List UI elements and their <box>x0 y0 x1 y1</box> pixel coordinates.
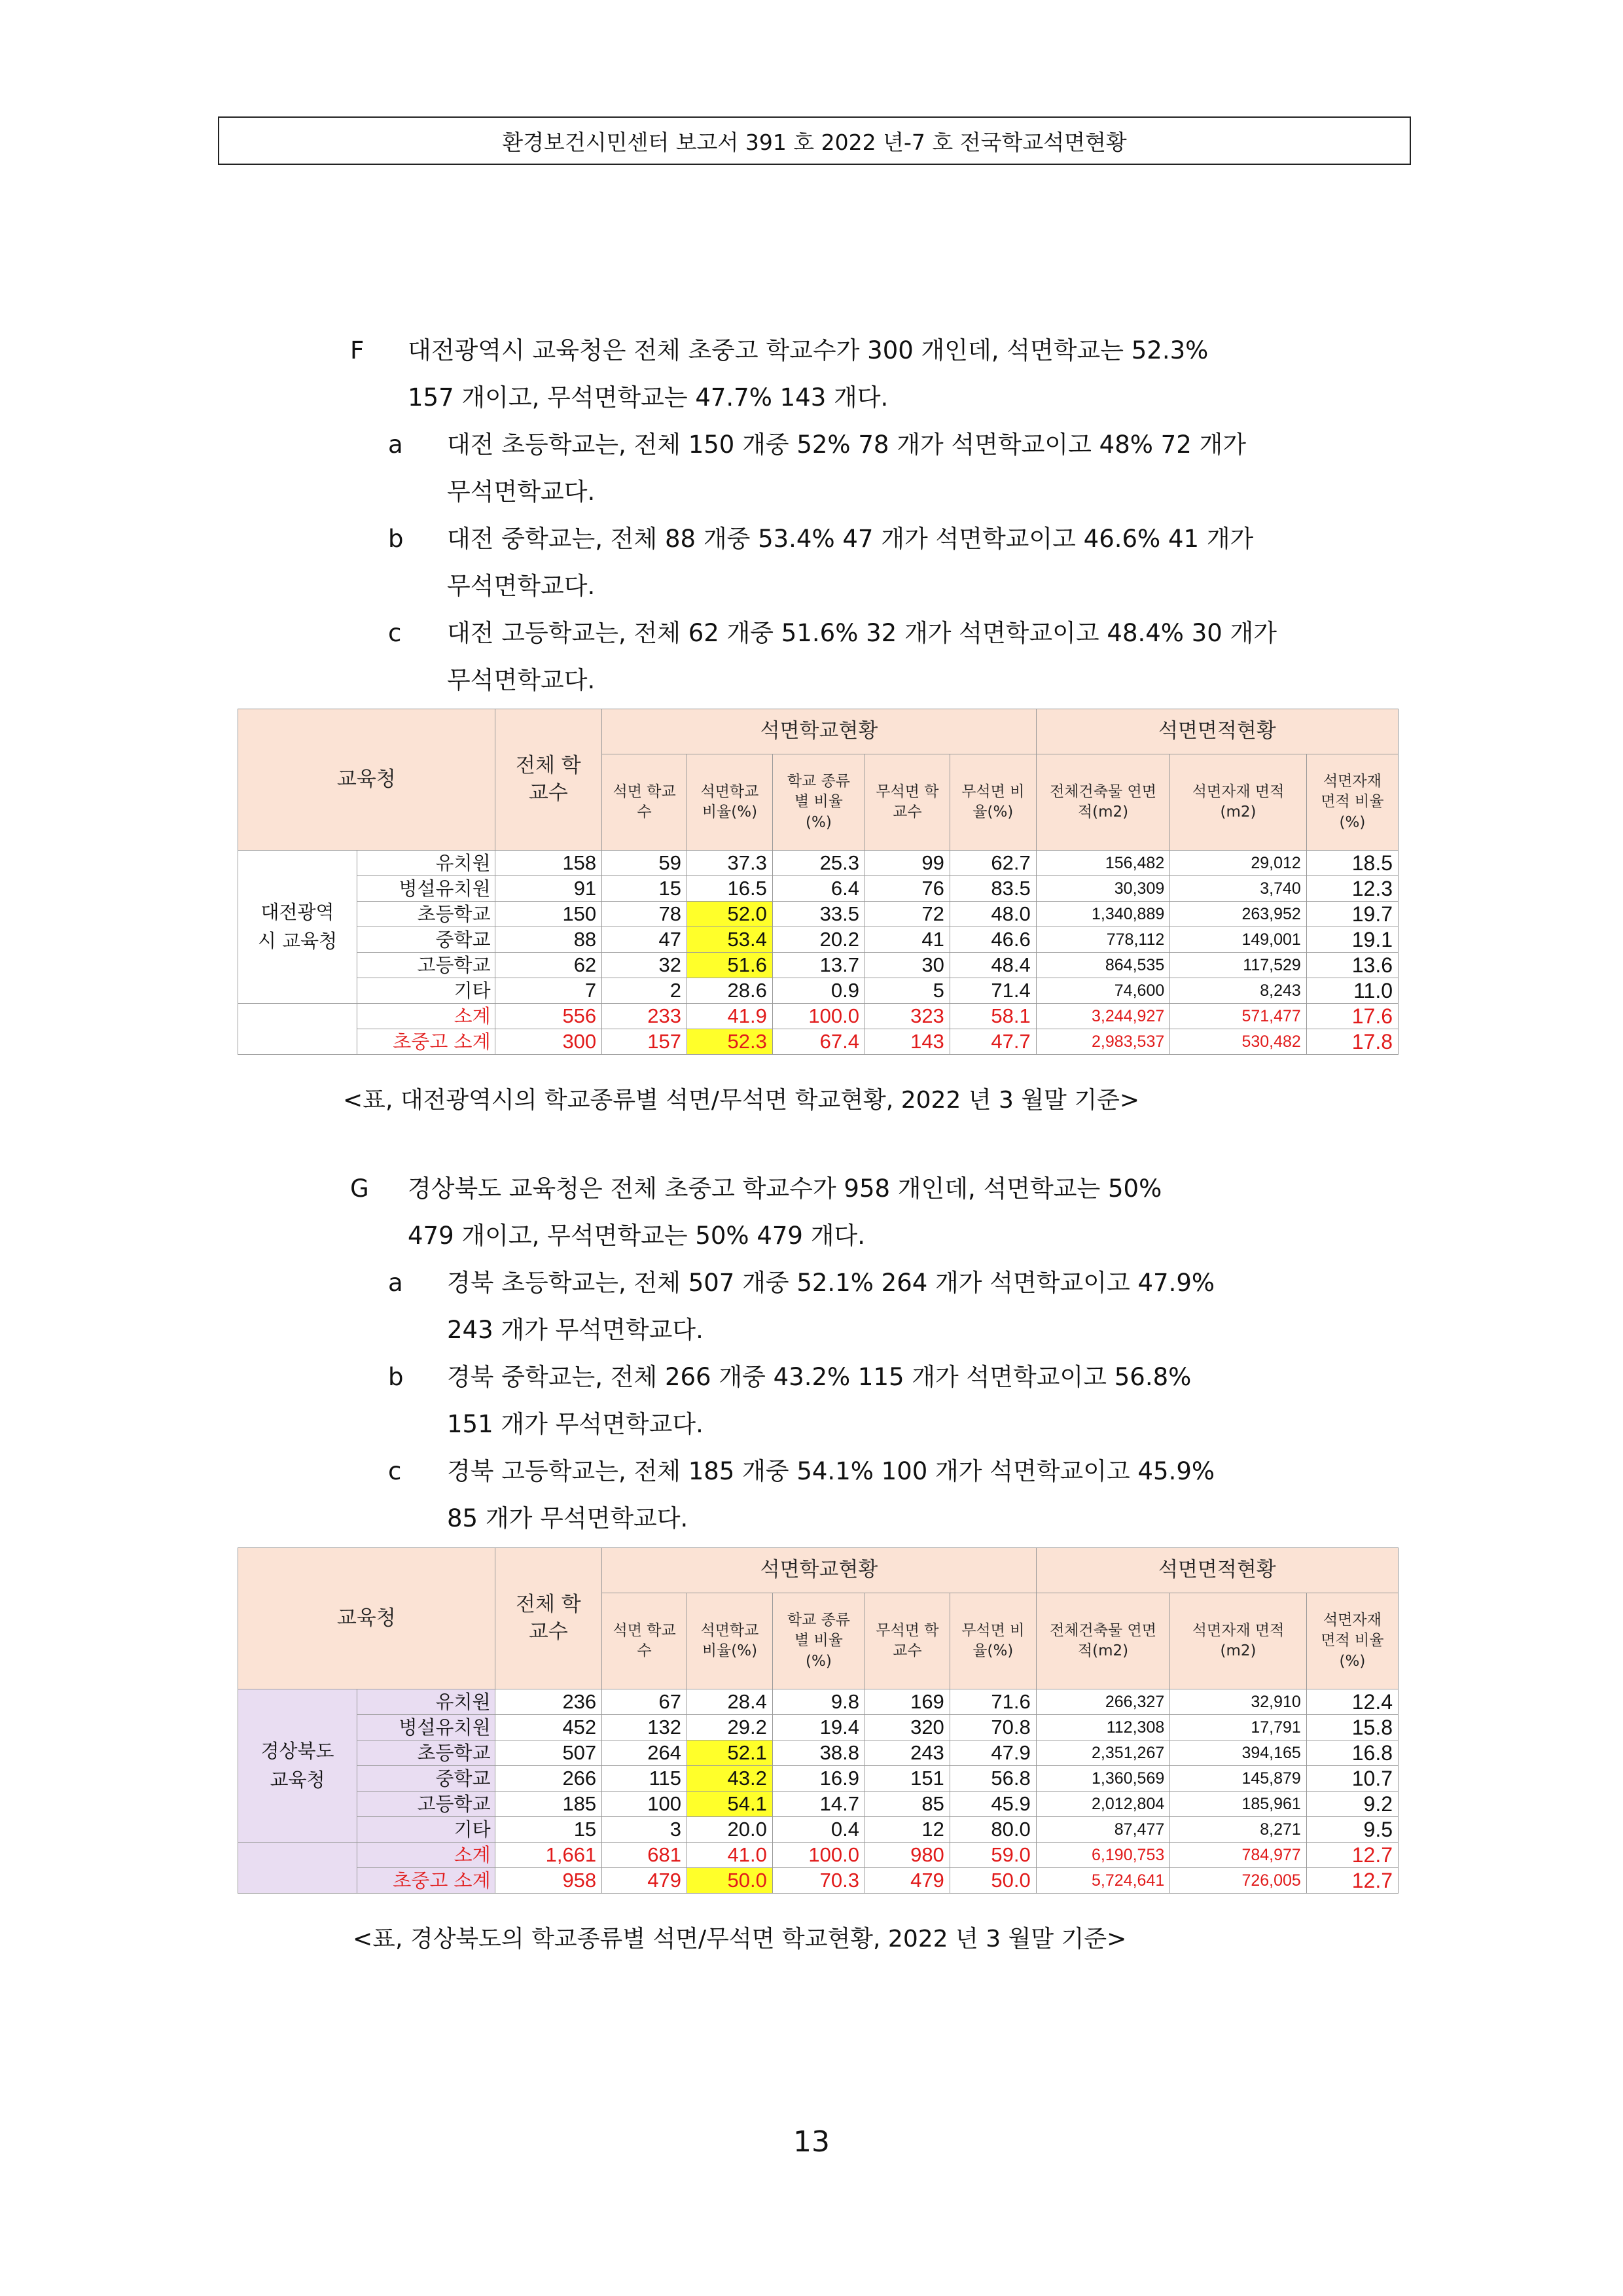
column-header: 전체건축물 연면적(m2) <box>1036 754 1169 851</box>
table-cell: 41 <box>865 927 950 953</box>
table-cell: 556 <box>495 1004 602 1029</box>
table-cell: 507 <box>495 1740 602 1766</box>
school-type: 초중고 소계 <box>357 1029 495 1055</box>
table-row <box>238 1868 1399 1894</box>
column-header: 석면 학교수 <box>602 1593 687 1689</box>
table-cell: 18.5 <box>1306 851 1398 876</box>
list-item-text: 대전 중학교는, 전체 88 개중 53.4% 47 개가 석면학교이고 46.6% 41 개가 <box>447 525 1254 553</box>
table-cell: 9.2 <box>1306 1792 1398 1817</box>
table-body <box>238 709 1399 1055</box>
asbestos-area-group-header: 석면면적현황 <box>1036 1548 1398 1593</box>
table-row <box>238 1004 1399 1029</box>
school-type: 중학교 <box>357 927 495 953</box>
org-header: 교육청 <box>238 709 495 851</box>
table-cell: 47.9 <box>950 1740 1036 1766</box>
table-cell: 681 <box>602 1843 687 1868</box>
table-cell: 37.3 <box>687 851 773 876</box>
school-table-gyeongbuk <box>238 1547 1399 1894</box>
table-cell: 2,983,537 <box>1036 1029 1169 1055</box>
school-type: 병설유치원 <box>357 1715 495 1740</box>
table-cell: 2,012,804 <box>1036 1792 1169 1817</box>
list-marker: b <box>388 1363 404 1391</box>
table-cell: 72 <box>865 902 950 927</box>
list-marker: G <box>350 1174 369 1203</box>
table-cell: 149,001 <box>1170 927 1307 953</box>
table-cell: 52.0 <box>687 902 773 927</box>
table-cell: 51.6 <box>687 953 773 978</box>
table-cell: 45.9 <box>950 1792 1036 1817</box>
school-type: 소계 <box>357 1004 495 1029</box>
table-cell: 7 <box>495 978 602 1004</box>
table-cell: 16.8 <box>1306 1740 1398 1766</box>
table-cell: 12.3 <box>1306 876 1398 902</box>
table-cell: 320 <box>865 1715 950 1740</box>
org-header: 교육청 <box>238 1548 495 1689</box>
school-type: 병설유치원 <box>357 876 495 902</box>
table-cell: 32 <box>602 953 687 978</box>
table-cell: 233 <box>602 1004 687 1029</box>
table-cell: 132 <box>602 1715 687 1740</box>
header-row <box>238 1548 1399 1593</box>
table-cell: 29.2 <box>687 1715 773 1740</box>
table-cell: 158 <box>495 851 602 876</box>
table-row <box>238 927 1399 953</box>
table-cell: 150 <box>495 902 602 927</box>
table-row <box>238 978 1399 1004</box>
table-row <box>238 1792 1399 1817</box>
table-cell: 264 <box>602 1740 687 1766</box>
table-cell: 52.3 <box>687 1029 773 1055</box>
table-cell: 13.6 <box>1306 953 1398 978</box>
report-header: 환경보건시민센터 보고서 391 호 2022 년-7 호 전국학교석면현황 <box>218 116 1411 165</box>
table-cell: 32,910 <box>1170 1689 1307 1715</box>
table-cell: 52.1 <box>687 1740 773 1766</box>
school-type: 초등학교 <box>357 902 495 927</box>
list-item-text: 경북 중학교는, 전체 266 개중 43.2% 115 개가 석면학교이고 56.8% <box>447 1363 1192 1391</box>
table-cell: 156,482 <box>1036 851 1169 876</box>
list-item-text: 경북 고등학교는, 전체 185 개중 54.1% 100 개가 석면학교이고 45.9% <box>447 1457 1215 1485</box>
column-header: 석면 학교수 <box>602 754 687 851</box>
table-cell: 38.8 <box>772 1740 865 1766</box>
list-item <box>388 1260 1435 1354</box>
table-cell: 1,661 <box>495 1843 602 1868</box>
table-cell: 11.0 <box>1306 978 1398 1004</box>
table-row <box>238 902 1399 927</box>
list-marker: c <box>388 1457 402 1485</box>
table-cell: 100.0 <box>772 1004 865 1029</box>
table-cell: 19.7 <box>1306 902 1398 927</box>
table-cell: 323 <box>865 1004 950 1029</box>
table-cell: 19.1 <box>1306 927 1398 953</box>
column-header: 무석면 비율(%) <box>950 754 1036 851</box>
table-row <box>238 1817 1399 1843</box>
table-cell: 54.1 <box>687 1792 773 1817</box>
table-cell: 12.4 <box>1306 1689 1398 1715</box>
table-cell: 263,952 <box>1170 902 1307 927</box>
table-cell: 778,112 <box>1036 927 1169 953</box>
table-cell: 10.7 <box>1306 1766 1398 1792</box>
table-cell: 236 <box>495 1689 602 1715</box>
table-cell: 9.5 <box>1306 1817 1398 1843</box>
table-cell: 67.4 <box>772 1029 865 1055</box>
table-cell: 12 <box>865 1817 950 1843</box>
table-cell: 394,165 <box>1170 1740 1307 1766</box>
table-caption: <표, 대전광역시의 학교종류별 석면/무석면 학교현황, 2022 년 3 월말 기준> <box>343 1087 1140 1114</box>
table-row <box>238 1715 1399 1740</box>
list-item <box>388 610 1435 704</box>
table-row <box>238 1843 1399 1868</box>
table-cell: 48.4 <box>950 953 1036 978</box>
table-cell: 59 <box>602 851 687 876</box>
list-item-text: 무석면학교다. <box>447 572 596 600</box>
total-header: 전체 학교수 <box>495 1548 602 1689</box>
list-item-text: 경북 초등학교는, 전체 507 개중 52.1% 264 개가 석면학교이고 47.9% <box>447 1269 1215 1297</box>
table-cell: 980 <box>865 1843 950 1868</box>
column-header: 석면자재 면적 비율(%) <box>1306 1593 1398 1689</box>
table-cell: 80.0 <box>950 1817 1036 1843</box>
list-marker: a <box>388 1269 403 1297</box>
list-item-text: 대전 고등학교는, 전체 62 개중 51.6% 32 개가 석면학교이고 48.4% 30 개가 <box>447 619 1277 647</box>
school-type: 중학교 <box>357 1766 495 1792</box>
table-cell: 28.6 <box>687 978 773 1004</box>
table-cell: 62.7 <box>950 851 1036 876</box>
header-row <box>238 709 1399 754</box>
school-type: 소계 <box>357 1843 495 1868</box>
table-cell: 100.0 <box>772 1843 865 1868</box>
table-cell: 266 <box>495 1766 602 1792</box>
org-blank <box>238 1004 357 1055</box>
table-cell: 143 <box>865 1029 950 1055</box>
table-cell: 19.4 <box>772 1715 865 1740</box>
table-cell: 726,005 <box>1170 1868 1307 1894</box>
table-cell: 76 <box>865 876 950 902</box>
table-row <box>238 876 1399 902</box>
table-cell: 33.5 <box>772 902 865 927</box>
table-cell: 5,724,641 <box>1036 1868 1169 1894</box>
table-cell: 185,961 <box>1170 1792 1307 1817</box>
table-cell: 15 <box>602 876 687 902</box>
list-marker: c <box>388 619 402 647</box>
table-cell: 48.0 <box>950 902 1036 927</box>
table-cell: 20.2 <box>772 927 865 953</box>
list-item-text: 무석면학교다. <box>447 666 596 694</box>
list-item-text: 85 개가 무석면학교다. <box>447 1504 688 1532</box>
table-cell: 145,879 <box>1170 1766 1307 1792</box>
table-cell: 1,340,889 <box>1036 902 1169 927</box>
paragraph-text: 경상북도 교육청은 전체 초중고 학교수가 958 개인데, 석면학교는 50% <box>408 1174 1162 1203</box>
asbestos-school-group-header: 석면학교현황 <box>602 1548 1037 1593</box>
table-cell: 117,529 <box>1170 953 1307 978</box>
table-cell: 17,791 <box>1170 1715 1307 1740</box>
list-item-text: 무석면학교다. <box>447 478 596 506</box>
table-body <box>238 1548 1399 1894</box>
table-cell: 71.4 <box>950 978 1036 1004</box>
page-number: 13 <box>793 2125 830 2159</box>
table-cell: 17.8 <box>1306 1029 1398 1055</box>
table-cell: 6,190,753 <box>1036 1843 1169 1868</box>
column-header: 무석면 학교수 <box>865 1593 950 1689</box>
school-type: 기타 <box>357 978 495 1004</box>
column-header: 석면자재 면적 비율(%) <box>1306 754 1398 851</box>
org-name: 대전광역시 교육청 <box>238 851 357 1004</box>
table-cell: 784,977 <box>1170 1843 1307 1868</box>
table-cell: 169 <box>865 1689 950 1715</box>
table-cell: 0.4 <box>772 1817 865 1843</box>
table-cell: 46.6 <box>950 927 1036 953</box>
list-item <box>388 516 1435 610</box>
table-cell: 56.8 <box>950 1766 1036 1792</box>
table-cell: 243 <box>865 1740 950 1766</box>
table-caption: <표, 경상북도의 학교종류별 석면/무석면 학교현황, 2022 년 3 월말 기준> <box>353 1926 1127 1952</box>
table-cell: 53.4 <box>687 927 773 953</box>
table-cell: 115 <box>602 1766 687 1792</box>
table-cell: 3 <box>602 1817 687 1843</box>
table-cell: 67 <box>602 1689 687 1715</box>
table-cell: 58.1 <box>950 1004 1036 1029</box>
table-cell: 479 <box>602 1868 687 1894</box>
column-header: 석면자재 면적(m2) <box>1170 1593 1307 1689</box>
table-cell: 300 <box>495 1029 602 1055</box>
list-marker: F <box>350 336 365 364</box>
table-cell: 17.6 <box>1306 1004 1398 1029</box>
table-row <box>238 1766 1399 1792</box>
table-cell: 99 <box>865 851 950 876</box>
table-cell: 74,600 <box>1036 978 1169 1004</box>
table-row <box>238 1029 1399 1055</box>
list-item-text: 151 개가 무석면학교다. <box>447 1410 704 1438</box>
table-cell: 70.3 <box>772 1868 865 1894</box>
table-cell: 83.5 <box>950 876 1036 902</box>
table-cell: 30 <box>865 953 950 978</box>
table-cell: 50.0 <box>950 1868 1036 1894</box>
table-cell: 151 <box>865 1766 950 1792</box>
table-cell: 479 <box>865 1868 950 1894</box>
total-header: 전체 학교수 <box>495 709 602 851</box>
table-cell: 87,477 <box>1036 1817 1169 1843</box>
table-cell: 864,535 <box>1036 953 1169 978</box>
org-name: 경상북도 교육청 <box>238 1689 357 1843</box>
table-cell: 530,482 <box>1170 1029 1307 1055</box>
table-cell: 9.8 <box>772 1689 865 1715</box>
school-type: 고등학교 <box>357 1792 495 1817</box>
table-cell: 30,309 <box>1036 876 1169 902</box>
column-header: 무석면 학교수 <box>865 754 950 851</box>
table-cell: 91 <box>495 876 602 902</box>
table-row <box>238 1689 1399 1715</box>
column-header: 석면학교 비율(%) <box>687 754 773 851</box>
table-cell: 185 <box>495 1792 602 1817</box>
table-cell: 2 <box>602 978 687 1004</box>
column-header: 학교 종류별 비율(%) <box>772 754 865 851</box>
table-cell: 8,243 <box>1170 978 1307 1004</box>
column-header: 전체건축물 연면적(m2) <box>1036 1593 1169 1689</box>
table-cell: 16.5 <box>687 876 773 902</box>
school-type: 유치원 <box>357 851 495 876</box>
table-cell: 14.7 <box>772 1792 865 1817</box>
table-row <box>238 953 1399 978</box>
table-cell: 0.9 <box>772 978 865 1004</box>
table-cell: 15.8 <box>1306 1715 1398 1740</box>
asbestos-school-group-header: 석면학교현황 <box>602 709 1037 754</box>
list-item-text: 243 개가 무석면학교다. <box>447 1316 704 1344</box>
table-row <box>238 851 1399 876</box>
table-cell: 1,360,569 <box>1036 1766 1169 1792</box>
table-cell: 3,740 <box>1170 876 1307 902</box>
list-item <box>388 1448 1435 1542</box>
school-type: 유치원 <box>357 1689 495 1715</box>
list-item <box>388 421 1435 516</box>
list-item-text: 대전 초등학교는, 전체 150 개중 52% 78 개가 석면학교이고 48% 72 개가 <box>447 431 1246 459</box>
table-cell: 50.0 <box>687 1868 773 1894</box>
table-cell: 112,308 <box>1036 1715 1169 1740</box>
column-header: 석면자재 면적(m2) <box>1170 754 1307 851</box>
table-cell: 12.7 <box>1306 1843 1398 1868</box>
table-cell: 5 <box>865 978 950 1004</box>
table-cell: 15 <box>495 1817 602 1843</box>
table-cell: 62 <box>495 953 602 978</box>
table-cell: 13.7 <box>772 953 865 978</box>
table-cell: 8,271 <box>1170 1817 1307 1843</box>
paragraph-text: 157 개이고, 무석면학교는 47.7% 143 개다. <box>408 383 889 412</box>
table-cell: 88 <box>495 927 602 953</box>
table-cell: 2,351,267 <box>1036 1740 1169 1766</box>
table-cell: 47.7 <box>950 1029 1036 1055</box>
list-marker: b <box>388 525 404 553</box>
table-cell: 3,244,927 <box>1036 1004 1169 1029</box>
table-cell: 100 <box>602 1792 687 1817</box>
table-cell: 59.0 <box>950 1843 1036 1868</box>
column-header: 석면학교 비율(%) <box>687 1593 773 1689</box>
paragraph-f <box>350 327 1397 421</box>
paragraph-g <box>350 1165 1397 1260</box>
table-cell: 47 <box>602 927 687 953</box>
column-header: 무석면 비율(%) <box>950 1593 1036 1689</box>
table-row <box>238 1740 1399 1766</box>
table-cell: 41.0 <box>687 1843 773 1868</box>
table-cell: 78 <box>602 902 687 927</box>
table-cell: 6.4 <box>772 876 865 902</box>
table-cell: 70.8 <box>950 1715 1036 1740</box>
school-type: 초중고 소계 <box>357 1868 495 1894</box>
table-cell: 28.4 <box>687 1689 773 1715</box>
school-type: 기타 <box>357 1817 495 1843</box>
table-cell: 452 <box>495 1715 602 1740</box>
school-type: 고등학교 <box>357 953 495 978</box>
table-cell: 266,327 <box>1036 1689 1169 1715</box>
school-table-daejeon <box>238 709 1399 1055</box>
table-cell: 20.0 <box>687 1817 773 1843</box>
table-cell: 25.3 <box>772 851 865 876</box>
list-item <box>388 1354 1435 1448</box>
paragraph-text: 대전광역시 교육청은 전체 초중고 학교수가 300 개인데, 석면학교는 52.3% <box>408 336 1209 364</box>
asbestos-area-group-header: 석면면적현황 <box>1036 709 1398 754</box>
table-cell: 12.7 <box>1306 1868 1398 1894</box>
table-cell: 958 <box>495 1868 602 1894</box>
table-cell: 71.6 <box>950 1689 1036 1715</box>
table-cell: 29,012 <box>1170 851 1307 876</box>
table-cell: 41.9 <box>687 1004 773 1029</box>
school-type: 초등학교 <box>357 1740 495 1766</box>
table-cell: 571,477 <box>1170 1004 1307 1029</box>
table-cell: 157 <box>602 1029 687 1055</box>
table-cell: 85 <box>865 1792 950 1817</box>
column-header: 학교 종류별 비율(%) <box>772 1593 865 1689</box>
org-blank <box>238 1843 357 1894</box>
list-marker: a <box>388 431 403 459</box>
table-cell: 43.2 <box>687 1766 773 1792</box>
table-cell: 16.9 <box>772 1766 865 1792</box>
paragraph-text: 479 개이고, 무석면학교는 50% 479 개다. <box>408 1222 865 1250</box>
